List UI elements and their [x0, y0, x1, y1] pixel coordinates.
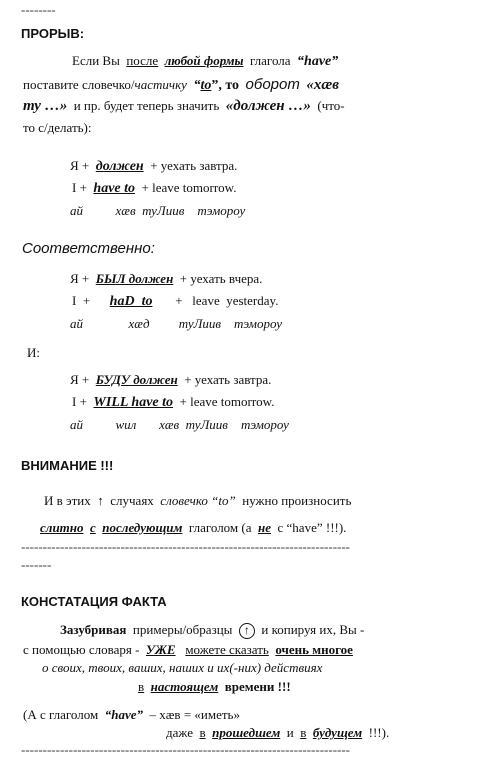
attention-line-1: И в этих ↑ случаях словечко “to” нужно произносить	[44, 493, 352, 508]
attention-heading: ВНИМАНИЕ !!!	[21, 458, 114, 473]
example-1-english: I + have to + leave tomorrow.	[72, 180, 237, 196]
example-3-transcription: ай wил хæв туЛиив тэмороу	[70, 417, 289, 432]
attention-line-2: слитно с последующим глаголом (а не с “have” !!!).	[40, 520, 347, 535]
mid-separator-short: -------	[21, 557, 52, 572]
intro-line-1: Если Вы после любой формы глагола “have”	[72, 53, 339, 69]
intro-line-4: то с/делать):	[23, 120, 92, 135]
up-arrow-icon: ↑	[97, 493, 104, 508]
example-3-russian: Я + БУДУ должен + уехать завтра.	[70, 372, 272, 387]
and-label: И:	[27, 345, 40, 360]
intro-line-2: поставите словечко/частичку “to”, то оборот «хæв	[23, 76, 339, 93]
fact-line-1: Зазубривая примеры/образцы ↑ и копируя их, Вы -	[60, 622, 365, 638]
section-title-statement-of-fact: КОНСТАТАЦИЯ ФАКТА	[21, 594, 167, 609]
intro-line-3: ту …» и пр. будет теперь значить «должен …» (что-	[23, 98, 345, 114]
fact-line-5: (А с глаголом “have” – хæв = «иметь»	[23, 707, 240, 722]
example-1-russian: Я + должен + уехать завтра.	[70, 158, 238, 174]
example-1-transcription: ай хæв туЛиив тэмороу	[70, 203, 246, 218]
up-arrow-circle-icon: ↑	[239, 623, 255, 639]
example-2-english: I + haD to + leave yesterday.	[72, 293, 279, 309]
section-title-breakthrough: ПРОРЫВ:	[21, 26, 85, 41]
fact-line-4: в настоящем времени !!!	[138, 679, 291, 694]
top-separator: --------	[21, 2, 56, 17]
example-3-english: I + WILL have to + leave tomorrow.	[72, 394, 275, 410]
fact-line-3: о своих, твоих, ваших, наших и их(-них) действиях	[42, 660, 323, 675]
bottom-separator: ----------------------------------------------------------------------------	[21, 742, 351, 757]
example-2-transcription: ай хæд туЛиив тэмороу	[70, 316, 282, 331]
accordingly-heading: Соответственно:	[22, 240, 155, 257]
fact-line-2: с помощью словаря - УЖЕ можете сказать очень многое	[23, 642, 353, 657]
example-2-russian: Я + БЫЛ должен + уехать вчера.	[70, 271, 263, 286]
mid-separator: ----------------------------------------------------------------------------	[21, 539, 351, 554]
fact-line-6: даже в прошедшем и в будущем !!!).	[166, 725, 390, 740]
